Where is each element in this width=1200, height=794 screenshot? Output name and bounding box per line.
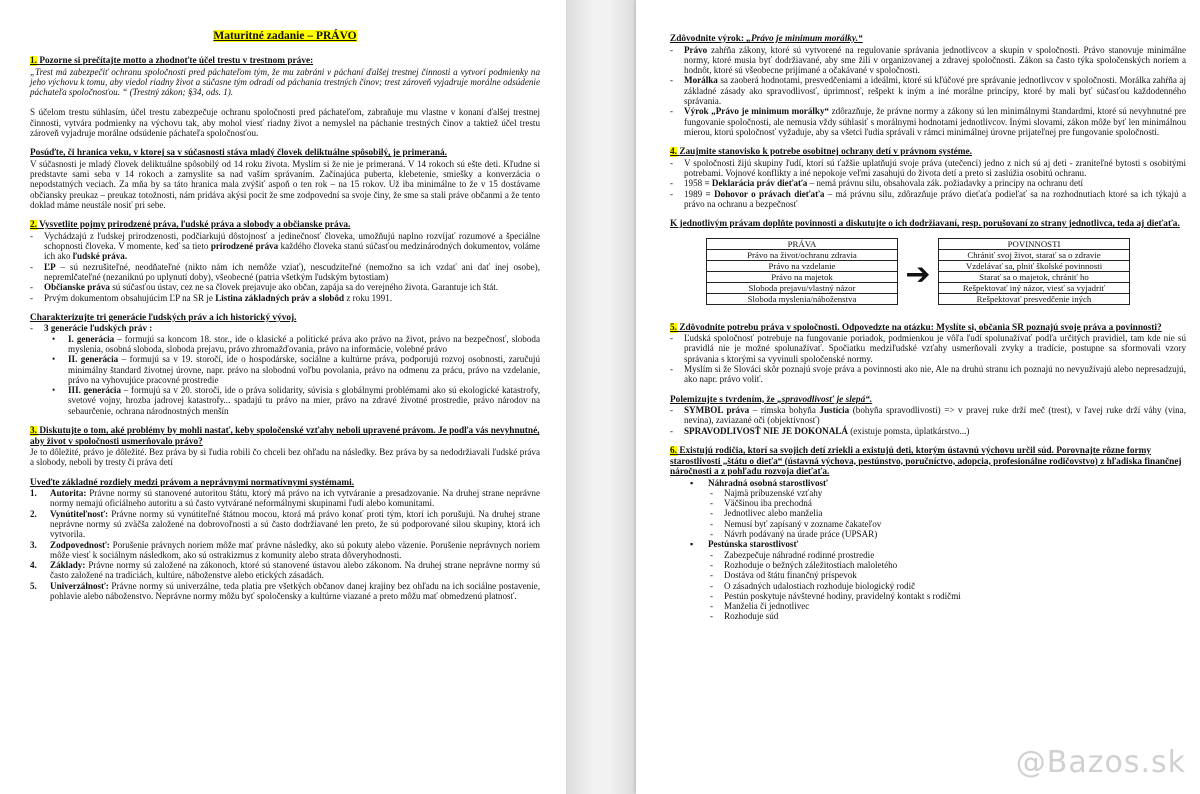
differences-list [30,488,540,601]
table-cell: Starať sa o majetok, chrániť ho [939,271,1130,282]
table-cell: Rešpektovať presvedčenie iných [939,293,1130,304]
list-item: - Právo zahŕňa zákony, ktoré sú vytvorené na regulovanie správania jednotlivcov a skupín v spoločnosti. Právo stanovuje minimálne normy, ktoré musia byť dodržiavané, aby sme žili v organizovanej a zdravej spoločnosti. Zákon sa často týka spoločenských noriem a hodnôt, ktoré sú všeobecne prijímané a očakávané v spoločnosti. [670,45,1186,76]
list-item: 3. Zodpovednosť: Porušenie právnych noriem môže mať právne následky, ako sú pokuty alebo väzenie. Porušenie neprávnych noriem môže viesť k sociálnym následkom, ako sú ostrakizmus z komunity alebo strata dôveryhodnosti. [30,539,540,560]
list-item: - Občianske práva sú súčasťou ústav, cez ne sa človek prejavuje ako občan, zapája sa do verejného života. Garantuje ich štát. [30,282,540,292]
generations-list [30,334,540,416]
section-5-heading: 5. Zdôvodnite potrebu práva v spoločnosti. Odpovedzte na otázku: Myslíte si, občania SR poznajú svoje práva a povinnosti? [670,322,1162,333]
section-2b-heading: Charakterizujte tri generácie ľudských práv a ich historický vývoj. [30,312,297,323]
list-item: - 3 generácie ľudských práv : [30,323,540,333]
list-item: 5. Univerzálnosť: Právne normy sú univerzálne, teda platia pre všetkých občanov danej krajiny bez ohľadu na ich sociálne postavenie, pohlavie alebo náboženstvo. Neprávne normy môžu byť spoločensky a kultúrne viazané a preto môžu mať obmedzenú platnosť. [30,580,540,602]
table-cell: Sloboda myslenia/náboženstva [707,293,898,304]
section-2-heading: 2. Vysvetlite pojmy prirodzené práva, ľudské práva a slobody a občianske práva. [30,220,351,231]
section-1-quote: „Trest má zabezpečiť ochranu spoločnosti pred páchateľom tým, že mu zabráni v páchaní ďalšej trestnej činnosti a vytvorí podmienky na jeho výchovu k tomu, aby viedol riadny život a súčasne tým odradí od páchania trestných činov; trest zároveň vyjadruje morálne odsúdenie páchateľa spoločnosťou. “ (Trestný zákon; §34, ods. 1). [30,66,540,98]
list-item: - Zabezpečuje náhradné rodinné prostredie [710,550,1186,560]
rights-duties-tables [706,238,1186,312]
document-title: Maturitné zadanie – PRÁVO [213,30,357,42]
section-2b-list [30,323,540,333]
list-item: - Výrok „Právo je minimum morálky“ zdôrazňuje, že právne normy a zákony sú len minimálnymi štandardmi, ktoré sú nevyhnutné pre fungovanie spoločnosti, ale nemusia vždy súhlasiť s morálnymi hodnotami jednotlivcov. Inými slovami, zákon môže byť len minimálnou mierou, ktorú spoločnosť vyžaduje, aby sa všetci ľudia správali v rámci minimálnej úrovne prijateľnej pre fungovanie spoločnosti. [670,106,1186,137]
list-item: - Pestún poskytuje návštevné hodiny, pravidelný kontakt s rodičmi [710,591,1186,601]
section-5b-heading: Polemizujte s tvrdením, že „spravodlivosť je slepá“. [670,394,873,405]
table-cell: Právo na život/ochranu zdravia [707,249,898,260]
table-cell: Vzdelávať sa, plniť školské povinnosti [939,260,1130,271]
section-5b-list [670,405,1186,436]
generation-item: • III. generácia – formujú sa v 20. storočí, ide o práva solidarity, súvisia s globálnymi problémami ako sú ekologické katastrofy, svetové vojny, hrozba jadrovej katastrofy... spadajú tu právo na mier, právo na zdravé životné prostredie, právo národov na sebaurčenie, ochrana národnostných menšín [44,385,540,416]
care-forms-list [670,478,1186,488]
list-item: - Prvým dokumentom obsahujúcim ĽP na SR je Listina základných práv a slobôd z roku 1991. [30,293,540,303]
section-4-heading-text: Zaujmite stanovisko k potrebe osobitnej ochrany detí v právnom systéme. [679,147,972,158]
section-6-heading: 6. Existujú rodičia, ktorí sa svojich detí zriekli a existujú deti, ktorým ústavnú výchovu určil súd. Porovnajte rôzne formy starostlivosti „štátu o dieťa“ (ústavná výchova, pestúnstvo, poručníctvo, adopcia, profesionálne rodičovstvo) z hľadiska finančnej náročnosti a z pohľadu rozvoja dieťaťa. [670,446,1182,478]
list-item: - Vychádzajú z ľudskej prirodzenosti, podčiarkujú dôstojnosť a jedinečnosť človeka, umožňujú naplno rozvíjať rozumové a špeciálne schopnosti človeka. V momente, keď sa tieto prirodzené práva každého človeka stanú súčasťou medzinárodných dokumentov, voláme ich ako ľudské práva. [30,231,540,262]
table-cell: Sloboda prejavu/vlastný názor [707,282,898,293]
list-item: - Ľudská spoločnosť potrebuje na fungovanie poriadok, podmienkou je vôľa ľudí spolunažívať podľa určitých pravidiel, tam kde nie sú pravidlá nie je možné spolunažívať. Spočiatku medziľudské vzťahy usmerňovali zvyky a tradície, postupne sa sformovali vzory správania s ktorými sa vyvinuli spoločenské normy. [670,333,1186,364]
list-item: 4. Základy: Právne normy sú založené na zákonoch, ktoré sú stanovené ústavou alebo zákonom. Na druhej strane neprávne normy sú často založené na tradíciách, kultúre, náboženstve alebo etických zásadách. [30,560,540,581]
table-cell: Rešpektovať iný názor, viesť sa vyjadriť [939,282,1130,293]
section-4b-heading: K jednotlivým právam doplňte povinnosti a diskutujte o ich dodržiavaní, resp. porušovaní zo strany jednotlivca, teda aj dieťaťa. [670,219,1180,230]
document-page-right [636,0,1200,794]
generation-item: • I. generácia – formujú sa koncom 18. stor., ide o klasické a politické práva ako právo na život, právo na bezpečnosť, sloboda myslenia, osobná sloboda, sloboda prejavu, právo zhromažďovania, právo na informácie, volebné právo [44,334,540,355]
section-1b-body: V súčasnosti je mladý človek deliktuálne spôsobilý od 14 roku života. Myslím si že nie je primeraná. V 14 rokoch sú ešte deti. Kľudne si predstavte sami seba v 14 rokoch a zamyslite sa nad vaším správaním. Začínajúca puberta, klebetenie, smiešky a konverzácia o nepodstatných veciach. Za mňa by sa táto hranica mala zvýšiť aspoň o ten rok – na 15 rokov. Už iba minimálne to že v 15 dostávame občiansky preukaz – preukaz totožnosti, nám pridáva akýsi pocit že sme zodpovední sa svoje činy, že sme sa stali práve občanmi a že tento doklad máme neustále nosiť pri sebe. [30,158,540,210]
arrow-right-icon: ➔ [905,257,931,293]
section-3-heading-text: Diskutujte o tom, aké problémy by mohli nastať, keby spoločenské vzťahy neboli upravené právom. Je podľa vás nevyhnutné, aby život v spoločnosti usmerňovalo právo? [30,426,540,447]
section-4-list [670,158,1186,209]
care-forms-sublist-2 [670,550,1186,622]
care-forms-list-2 [670,539,1186,549]
list-item: - O zásadných udalostiach rozhoduje biologický rodič [710,581,1186,591]
care-forms-sublist-1 [670,488,1186,539]
section-5-list [670,333,1186,384]
section-1-body: S účelom trestu súhlasím, účel trestu zabezpečuje ochranu spoločnosti pred páchateľom, zabraňuje mu vlastne v konaní ďalšej trestnej činnosti, vytvára podmienky na výchovu tak, aby mohol viesť riadny život a nemyslel na páchanie trestných činov a taktiež účel trestu zároveň vyjadruje morálne odsúdenie páchateľa spoločnosťou. [30,107,540,138]
table-cell: Právo na vzdelanie [707,260,898,271]
list-item: ▪ Pestúnska starostlivosť [684,539,1186,549]
list-item: - Morálka sa zaoberá hodnotami, presvedčeniami a ideálmi, ktoré sú kľúčové pre správanie jednotlivcov v spoločnosti. Morálka zahŕňa aj základné zásady ako spravodlivosť, úprimnosť, rešpekt k iným a iné morálne princípy, ktoré by mali byť súčasťou každodenného správania. [670,75,1186,106]
list-item: - Rozhoduje o bežných záležitostiach maloletého [710,560,1186,570]
document-page-left [0,0,566,794]
list-item: - SPRAVODLIVOSŤ NIE JE DOKONALÁ (existuje pomsta, úplatkárstvo...) [670,426,1186,436]
list-item: - Myslím si že Slováci skôr poznajú svoje práva a povinnosti ako nie, Ale na druhú stranu ich poznajú no nevyužívajú alebo nepresadzujú, ako napr. právo voliť. [670,364,1186,385]
list-item: - Jednotlivec alebo manželia [710,508,1186,518]
list-item: - Návrh podávaný na úrade práce (UPSAR) [710,529,1186,539]
section-3b-heading: Uveďte základné rozdiely medzi právom a neprávnymi normatívnymi systémami. [30,477,354,488]
list-item: - Nemusí byť zapísaný v zozname čakateľov [710,519,1186,529]
section-1b-heading: Posúďte, či hranica veku, v ktorej sa v súčasnosti stáva mladý človek deliktuálne spôsobilý, je primeraná. [30,148,448,159]
section-4-heading: 4. Zaujmite stanovisko k potrebe osobitnej ochrany detí v právnom systéme. [670,147,972,158]
section-5-heading-text: Zdôvodnite potrebu práva v spoločnosti. Odpovedzte na otázku: Myslíte si, občania SR poznajú svoje práva a povinnosti? [679,322,1162,333]
section-3-heading: 3. Diskutujte o tom, aké problémy by mohli nastať, keby spoločenské vzťahy neboli upravené právom. Je podľa vás nevyhnutné, aby život v spoločnosti usmerňovalo právo? [30,426,540,447]
rights-table [706,238,898,305]
list-item: - Dostáva od štátu finančný príspevok [710,570,1186,580]
list-item: - 1989 = Dohovor o právach dieťaťa – má právnu silu, zdôrazňuje právo dieťaťa podieľať sa na rozhodnutiach ktoré sa ich týkajú a právo na ochranu a bezpečnosť [670,189,1186,210]
section-3-body: Je to dôležité, právo je dôležité. Bez práva by si ľudia robili čo chceli bez ohľadu na následky. Bez práva by sa nedodržiavali ľudské práva a slobody, neboli by tresty či práva detí [30,447,540,468]
list-item: ▪ Náhradná osobná starostlivosť [684,478,1186,488]
rights-table-header: PRÁVA [707,238,898,249]
section-moral-list [670,45,1186,138]
page-gutter [566,0,636,794]
section-6-heading-text: Existujú rodičia, ktorí sa svojich detí zriekli a existujú deti, ktorým ústavnú výchovu určil súd. Porovnajte rôzne formy starostlivosti „štátu o dieťa“ (ústavná výchova, pestúnstvo, poručníctvo, adopcia, profesionálne rodičovstvo) z hľadiska finančnej náročnosti a z pohľadu rozvoja dieťaťa. [670,446,1182,478]
generation-item: • II. generácia – formujú sa v 19. storočí, ide o hospodárske, sociálne a kultúrne práva, podporujú rozvoj osobnosti, zaručujú minimálny štandard životnej úrovne, napr. právo na slobodnú voľbu povolania, právo na odmenu za prácu, právo na vzdelanie, právo na vyhovujúce pracovné prostredie [44,354,540,385]
section-moral-heading: Zdôvodnite výrok: „Právo je minimum morálky.“ [670,34,863,44]
section-1-heading-text: Pozorne si prečítajte motto a zhodnoťte účel trestu v trestnom práve: [39,56,314,66]
section-2-list [30,231,540,303]
duties-table [938,238,1130,305]
list-item: - Rozhoduje súd [710,611,1186,621]
list-item: - V spoločnosti žijú skupiny ľudí, ktorí sú ťažšie uplatňujú svoje práva (utečenci) jedno z nich sú aj deti - zraniteľné bytosti s osobitými potrebami. Vojnové konflikty a iné nepokoje veľmi zasahujú do života detí a preto si zaslúžia osobitú ochranu. [670,158,1186,179]
watermark-logo: @Bazos.sk [1015,745,1186,780]
list-item: - ĽP – sú nezrušiteľné, neodňateľné (nikto nám ich nemôže vziať), nescudziteľné (nemožno sa ich vzdať ani dať inej osobe), nepremlčateľné (nezaniknú po uplynutí doby), všeobecné (patria všetkým ľudským bytostiam) [30,262,540,283]
table-cell: Chrániť svoj život, starať sa o zdravie [939,249,1130,260]
table-cell: Právo na majetok [707,271,898,282]
section-2-heading-text: Vysvetlite pojmy prirodzené práva, ľudské práva a slobody a občianske práva. [39,220,351,231]
list-item: - 1958 = Deklarácia práv dieťaťa – nemá právnu silu, obsahovala zák. požiadavky a princípy na ochranu detí [670,178,1186,188]
list-item: - Väčšinou iba prechodná [710,498,1186,508]
section-1-heading: 1. Pozorne si prečítajte motto a zhodnoťte účel trestu v trestnom práve: [30,56,314,66]
list-item: - Manželia či jednotlivec [710,601,1186,611]
list-item: - Najmä príbuzenské vzťahy [710,488,1186,498]
list-item: - SYMBOL práva – rímska bohyňa Justícia (bohyňa spravodlivosti) => v pravej ruke drží meč (trest), v ľavej ruke drží váhy (vina, nevina), zaviazané oči (objektívnosť) [670,405,1186,426]
duties-table-header: POVINNOSTI [939,238,1130,249]
list-item: 2. Vynútiteľnosť: Právne normy sú vynútiteľné štátnou mocou, ktorá má právo konať proti tým, ktorí ich porušujú. Na druhej strane neprávne normy sú zväčša založené na dobrovoľnosti a sú často dodržiavané len preto, že sú podporované silou skupiny, ktorá ich vytvorila. [30,508,540,540]
list-item: 1. Autorita: Právne normy sú stanovené autoritou štátu, ktorý má právo na ich vytváranie a presadzovanie. Na druhej strane neprávne normy nemajú oficiálneho autoritu a sú často vytvárané neformálnymi skupinami ľudí alebo komunitami. [30,488,540,509]
